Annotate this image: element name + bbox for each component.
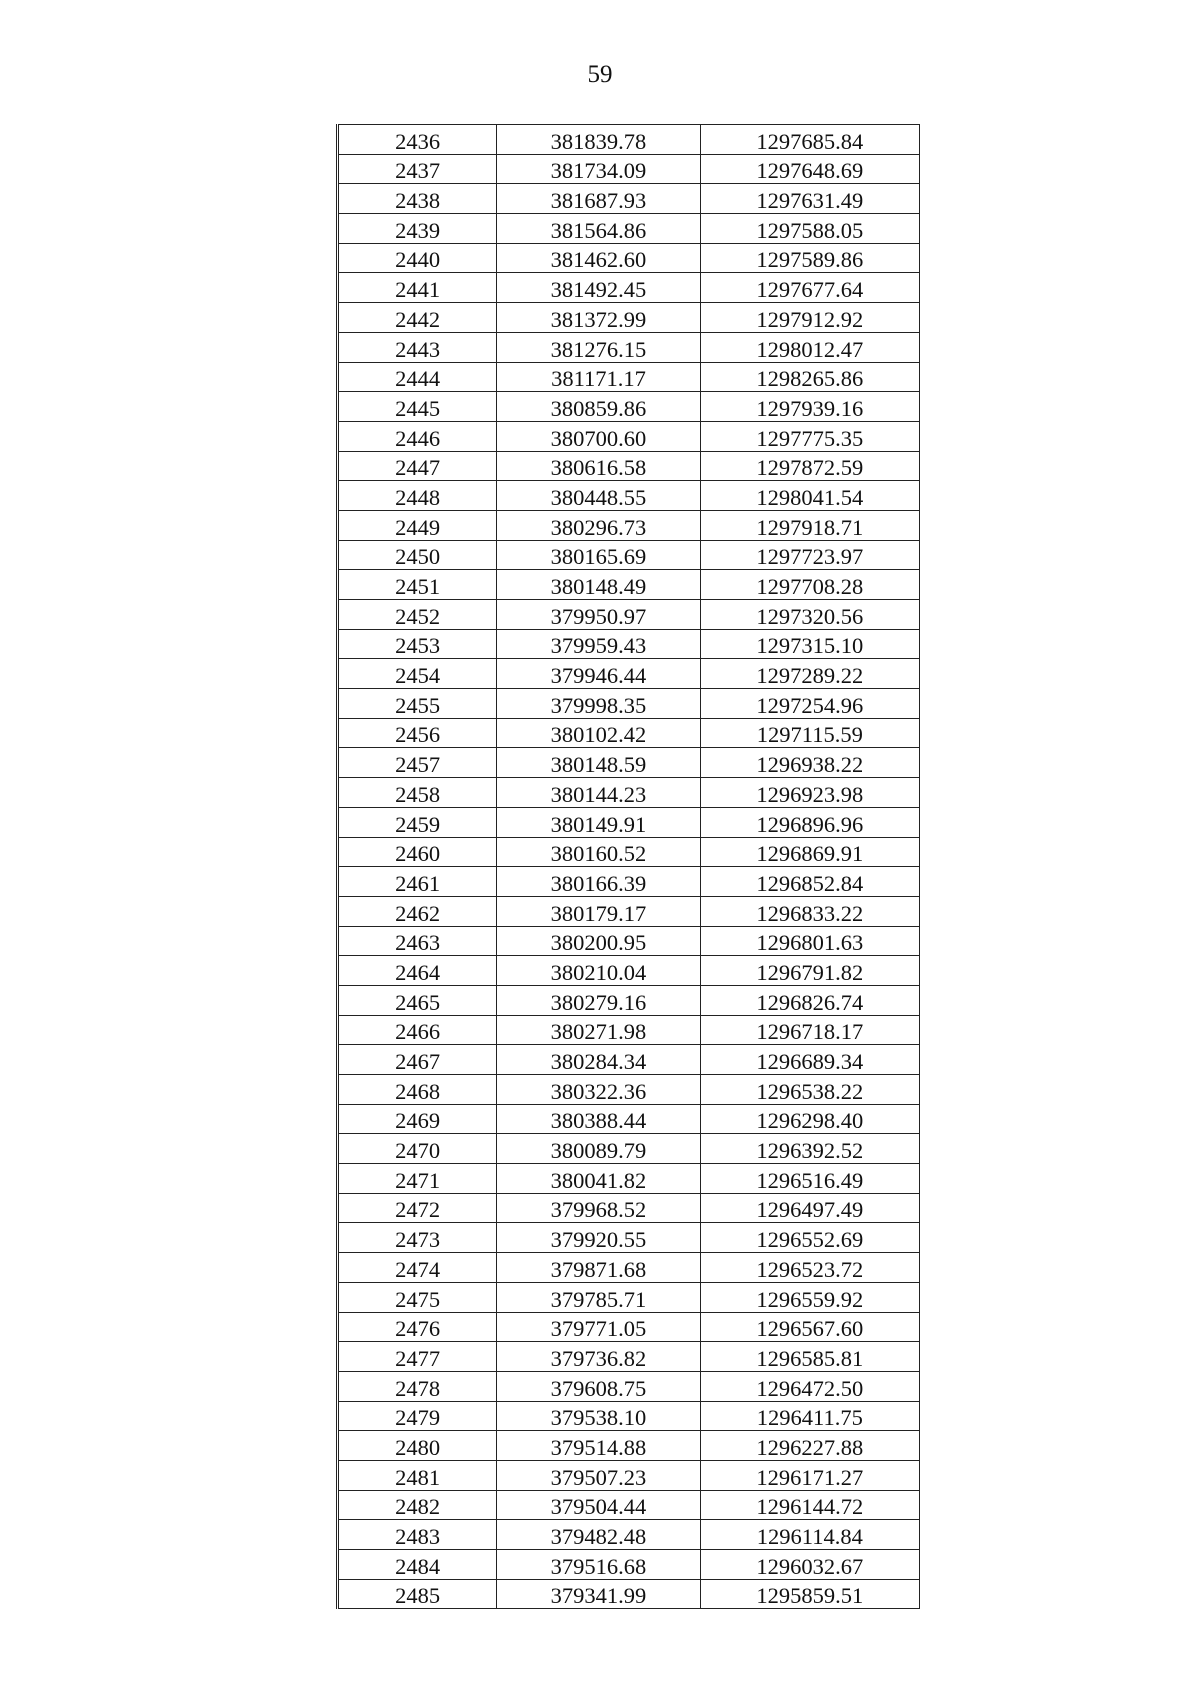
point-number-cell: 2466	[338, 1015, 497, 1045]
y-coordinate-cell: 1296114.84	[700, 1520, 919, 1550]
table-row	[338, 985, 920, 1015]
table-row	[338, 807, 920, 837]
x-coordinate-cell: 379514.88	[497, 1431, 700, 1461]
table-row	[338, 1104, 920, 1134]
x-coordinate-cell: 379946.44	[497, 659, 700, 689]
table-row	[338, 125, 920, 155]
table-row	[338, 896, 920, 926]
x-coordinate-cell: 380200.95	[497, 926, 700, 956]
point-number-cell: 2437	[338, 154, 497, 184]
x-coordinate-cell: 380144.23	[497, 778, 700, 808]
point-number-cell: 2467	[338, 1045, 497, 1075]
point-number-cell: 2438	[338, 184, 497, 214]
point-number-cell: 2472	[338, 1193, 497, 1223]
y-coordinate-cell: 1297588.05	[700, 214, 919, 244]
table-row	[338, 1490, 920, 1520]
table-row	[338, 629, 920, 659]
y-coordinate-cell: 1297315.10	[700, 629, 919, 659]
point-number-cell: 2473	[338, 1223, 497, 1253]
y-coordinate-cell: 1296896.96	[700, 807, 919, 837]
x-coordinate-cell: 380296.73	[497, 510, 700, 540]
y-coordinate-cell: 1296171.27	[700, 1460, 919, 1490]
y-coordinate-cell: 1296516.49	[700, 1164, 919, 1194]
point-number-cell: 2450	[338, 540, 497, 570]
point-number-cell: 2448	[338, 481, 497, 511]
table-row	[338, 1045, 920, 1075]
x-coordinate-cell: 380165.69	[497, 540, 700, 570]
x-coordinate-cell: 381687.93	[497, 184, 700, 214]
y-coordinate-cell: 1297677.64	[700, 273, 919, 303]
point-number-cell: 2481	[338, 1460, 497, 1490]
table-row	[338, 778, 920, 808]
point-number-cell: 2444	[338, 362, 497, 392]
point-number-cell: 2445	[338, 392, 497, 422]
x-coordinate-cell: 379516.68	[497, 1550, 700, 1580]
table-row	[338, 718, 920, 748]
x-coordinate-cell: 381276.15	[497, 332, 700, 362]
point-number-cell: 2447	[338, 451, 497, 481]
y-coordinate-cell: 1297775.35	[700, 421, 919, 451]
point-number-cell: 2458	[338, 778, 497, 808]
table-row	[338, 1253, 920, 1283]
y-coordinate-cell: 1297648.69	[700, 154, 919, 184]
table-row	[338, 1460, 920, 1490]
point-number-cell: 2436	[338, 125, 497, 155]
y-coordinate-cell: 1296411.75	[700, 1401, 919, 1431]
point-number-cell: 2443	[338, 332, 497, 362]
point-number-cell: 2475	[338, 1282, 497, 1312]
point-number-cell: 2479	[338, 1401, 497, 1431]
x-coordinate-cell: 379608.75	[497, 1371, 700, 1401]
x-coordinate-cell: 381564.86	[497, 214, 700, 244]
table-row	[338, 1401, 920, 1431]
table-row	[338, 1193, 920, 1223]
x-coordinate-cell: 379785.71	[497, 1282, 700, 1312]
x-coordinate-cell: 381839.78	[497, 125, 700, 155]
y-coordinate-cell: 1296801.63	[700, 926, 919, 956]
x-coordinate-cell: 379504.44	[497, 1490, 700, 1520]
point-number-cell: 2476	[338, 1312, 497, 1342]
point-number-cell: 2456	[338, 718, 497, 748]
y-coordinate-cell: 1296689.34	[700, 1045, 919, 1075]
point-number-cell: 2461	[338, 867, 497, 897]
x-coordinate-cell: 379482.48	[497, 1520, 700, 1550]
x-coordinate-cell: 380160.52	[497, 837, 700, 867]
x-coordinate-cell: 380149.91	[497, 807, 700, 837]
table-row	[338, 748, 920, 778]
y-coordinate-cell: 1295859.51	[700, 1579, 919, 1609]
point-number-cell: 2469	[338, 1104, 497, 1134]
table-row	[338, 570, 920, 600]
table-row	[338, 362, 920, 392]
point-number-cell: 2442	[338, 303, 497, 333]
point-number-cell: 2463	[338, 926, 497, 956]
x-coordinate-cell: 379959.43	[497, 629, 700, 659]
point-number-cell: 2464	[338, 956, 497, 986]
table-row	[338, 273, 920, 303]
point-number-cell: 2468	[338, 1075, 497, 1105]
y-coordinate-cell: 1296833.22	[700, 896, 919, 926]
table-row	[338, 689, 920, 719]
y-coordinate-cell: 1296923.98	[700, 778, 919, 808]
y-coordinate-cell: 1296718.17	[700, 1015, 919, 1045]
table-row	[338, 1431, 920, 1461]
coordinates-table-body	[338, 125, 920, 1609]
point-number-cell: 2446	[338, 421, 497, 451]
x-coordinate-cell: 380148.59	[497, 748, 700, 778]
x-coordinate-cell: 380279.16	[497, 985, 700, 1015]
point-number-cell: 2453	[338, 629, 497, 659]
x-coordinate-cell: 379341.99	[497, 1579, 700, 1609]
x-coordinate-cell: 381734.09	[497, 154, 700, 184]
x-coordinate-cell: 380271.98	[497, 1015, 700, 1045]
x-coordinate-cell: 380041.82	[497, 1164, 700, 1194]
table-row	[338, 1223, 920, 1253]
x-coordinate-cell: 379998.35	[497, 689, 700, 719]
y-coordinate-cell: 1298041.54	[700, 481, 919, 511]
x-coordinate-cell: 379950.97	[497, 600, 700, 630]
table-row	[338, 214, 920, 244]
point-number-cell: 2480	[338, 1431, 497, 1461]
point-number-cell: 2484	[338, 1550, 497, 1580]
y-coordinate-cell: 1296144.72	[700, 1490, 919, 1520]
table-row	[338, 540, 920, 570]
point-number-cell: 2477	[338, 1342, 497, 1372]
x-coordinate-cell: 380166.39	[497, 867, 700, 897]
y-coordinate-cell: 1297631.49	[700, 184, 919, 214]
table-row	[338, 867, 920, 897]
table-row	[338, 1342, 920, 1372]
point-number-cell: 2460	[338, 837, 497, 867]
x-coordinate-cell: 381462.60	[497, 243, 700, 273]
x-coordinate-cell: 380148.49	[497, 570, 700, 600]
x-coordinate-cell: 379736.82	[497, 1342, 700, 1372]
y-coordinate-cell: 1296585.81	[700, 1342, 919, 1372]
point-number-cell: 2459	[338, 807, 497, 837]
point-number-cell: 2452	[338, 600, 497, 630]
table-row	[338, 1075, 920, 1105]
table-row	[338, 837, 920, 867]
x-coordinate-cell: 381372.99	[497, 303, 700, 333]
table-row	[338, 1520, 920, 1550]
x-coordinate-cell: 380859.86	[497, 392, 700, 422]
table-row	[338, 243, 920, 273]
y-coordinate-cell: 1296392.52	[700, 1134, 919, 1164]
table-row	[338, 481, 920, 511]
table-row	[338, 154, 920, 184]
point-number-cell: 2485	[338, 1579, 497, 1609]
point-number-cell: 2441	[338, 273, 497, 303]
y-coordinate-cell: 1296032.67	[700, 1550, 919, 1580]
y-coordinate-cell: 1296497.49	[700, 1193, 919, 1223]
table-row	[338, 1134, 920, 1164]
y-coordinate-cell: 1297723.97	[700, 540, 919, 570]
table-row	[338, 1015, 920, 1045]
y-coordinate-cell: 1296938.22	[700, 748, 919, 778]
y-coordinate-cell: 1296869.91	[700, 837, 919, 867]
x-coordinate-cell: 379507.23	[497, 1460, 700, 1490]
point-number-cell: 2470	[338, 1134, 497, 1164]
point-number-cell: 2462	[338, 896, 497, 926]
x-coordinate-cell: 380322.36	[497, 1075, 700, 1105]
point-number-cell: 2440	[338, 243, 497, 273]
y-coordinate-cell: 1297912.92	[700, 303, 919, 333]
table-row	[338, 451, 920, 481]
x-coordinate-cell: 380210.04	[497, 956, 700, 986]
table-row	[338, 1579, 920, 1609]
y-coordinate-cell: 1298265.86	[700, 362, 919, 392]
y-coordinate-cell: 1297320.56	[700, 600, 919, 630]
y-coordinate-cell: 1296559.92	[700, 1282, 919, 1312]
table-row	[338, 956, 920, 986]
x-coordinate-cell: 381492.45	[497, 273, 700, 303]
table-row	[338, 1282, 920, 1312]
y-coordinate-cell: 1296227.88	[700, 1431, 919, 1461]
x-coordinate-cell: 380102.42	[497, 718, 700, 748]
y-coordinate-cell: 1297254.96	[700, 689, 919, 719]
table-row	[338, 184, 920, 214]
point-number-cell: 2457	[338, 748, 497, 778]
y-coordinate-cell: 1297708.28	[700, 570, 919, 600]
x-coordinate-cell: 380448.55	[497, 481, 700, 511]
point-number-cell: 2465	[338, 985, 497, 1015]
point-number-cell: 2483	[338, 1520, 497, 1550]
table-row	[338, 1550, 920, 1580]
table-row	[338, 926, 920, 956]
table-row	[338, 510, 920, 540]
y-coordinate-cell: 1296538.22	[700, 1075, 919, 1105]
y-coordinate-cell: 1296298.40	[700, 1104, 919, 1134]
table-row	[338, 421, 920, 451]
x-coordinate-cell: 380616.58	[497, 451, 700, 481]
y-coordinate-cell: 1297589.86	[700, 243, 919, 273]
y-coordinate-cell: 1297939.16	[700, 392, 919, 422]
y-coordinate-cell: 1296472.50	[700, 1371, 919, 1401]
y-coordinate-cell: 1296791.82	[700, 956, 919, 986]
point-number-cell: 2449	[338, 510, 497, 540]
point-number-cell: 2478	[338, 1371, 497, 1401]
y-coordinate-cell: 1296552.69	[700, 1223, 919, 1253]
y-coordinate-cell: 1296567.60	[700, 1312, 919, 1342]
x-coordinate-cell: 380700.60	[497, 421, 700, 451]
x-coordinate-cell: 379968.52	[497, 1193, 700, 1223]
page-number: 59	[587, 61, 613, 88]
table-row	[338, 392, 920, 422]
x-coordinate-cell: 379771.05	[497, 1312, 700, 1342]
coordinates-table	[336, 124, 920, 1609]
table-row	[338, 659, 920, 689]
y-coordinate-cell: 1297918.71	[700, 510, 919, 540]
y-coordinate-cell: 1296852.84	[700, 867, 919, 897]
x-coordinate-cell: 379538.10	[497, 1401, 700, 1431]
y-coordinate-cell: 1297685.84	[700, 125, 919, 155]
table-row	[338, 332, 920, 362]
table-row	[338, 600, 920, 630]
point-number-cell: 2474	[338, 1253, 497, 1283]
table-row	[338, 303, 920, 333]
x-coordinate-cell: 380388.44	[497, 1104, 700, 1134]
table-row	[338, 1371, 920, 1401]
y-coordinate-cell: 1296826.74	[700, 985, 919, 1015]
x-coordinate-cell: 380179.17	[497, 896, 700, 926]
x-coordinate-cell: 379920.55	[497, 1223, 700, 1253]
x-coordinate-cell: 381171.17	[497, 362, 700, 392]
table-row	[338, 1312, 920, 1342]
point-number-cell: 2454	[338, 659, 497, 689]
y-coordinate-cell: 1297289.22	[700, 659, 919, 689]
point-number-cell: 2439	[338, 214, 497, 244]
y-coordinate-cell: 1298012.47	[700, 332, 919, 362]
point-number-cell: 2482	[338, 1490, 497, 1520]
table-row	[338, 1164, 920, 1194]
point-number-cell: 2471	[338, 1164, 497, 1194]
y-coordinate-cell: 1296523.72	[700, 1253, 919, 1283]
point-number-cell: 2455	[338, 689, 497, 719]
point-number-cell: 2451	[338, 570, 497, 600]
x-coordinate-cell: 379871.68	[497, 1253, 700, 1283]
y-coordinate-cell: 1297872.59	[700, 451, 919, 481]
x-coordinate-cell: 380089.79	[497, 1134, 700, 1164]
x-coordinate-cell: 380284.34	[497, 1045, 700, 1075]
y-coordinate-cell: 1297115.59	[700, 718, 919, 748]
